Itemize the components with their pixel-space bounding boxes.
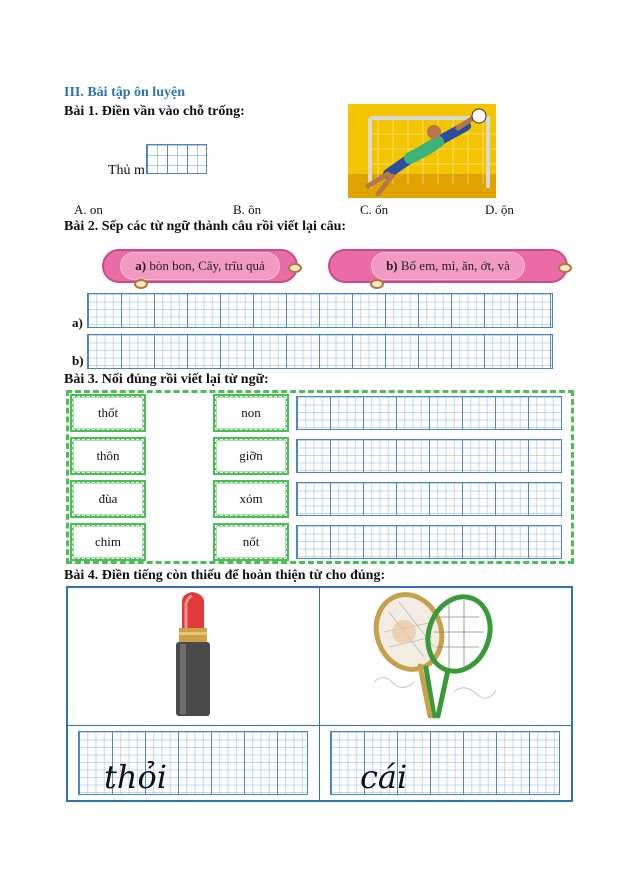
ex3-title: Bài 3. Nối đúng rồi viết lại từ ngữ: xyxy=(64,372,269,387)
row-b-label: b) xyxy=(72,353,84,368)
table-divider xyxy=(68,725,571,726)
ex1-title: Bài 1. Điền vần vào chỗ trống: xyxy=(64,104,245,119)
sentence-grid-a[interactable] xyxy=(87,293,553,328)
scroll-curl-icon xyxy=(134,279,148,289)
write-grid-2[interactable] xyxy=(296,439,562,473)
goalkeeper-diving-icon xyxy=(348,104,496,198)
left-word-4[interactable]: chim xyxy=(70,523,146,561)
ex1-option-c[interactable]: C. ốn xyxy=(360,202,389,217)
word-card-a xyxy=(102,249,298,283)
lipstick-icon xyxy=(168,592,218,718)
left-word-1[interactable]: thốt xyxy=(70,394,146,432)
ex2-title: Bài 2. Sếp các từ ngữ thành câu rồi viết lại câu: xyxy=(64,219,347,234)
write-grid-1[interactable] xyxy=(296,396,562,430)
scroll-curl-icon xyxy=(288,263,302,273)
left-word-2[interactable]: thôn xyxy=(70,437,146,475)
right-word-3[interactable]: xóm xyxy=(213,480,289,518)
right-word-4[interactable]: nốt xyxy=(213,523,289,561)
ex4-table xyxy=(66,586,573,802)
card-a-words: bòn bon, Cây, trĩu quả xyxy=(146,258,265,273)
right-word-1[interactable]: non xyxy=(213,394,289,432)
scroll-curl-icon xyxy=(558,263,572,273)
sentence-grid-b[interactable] xyxy=(87,334,553,369)
scroll-curl-icon xyxy=(370,279,384,289)
right-word-2[interactable]: giỡn xyxy=(213,437,289,475)
tennis-rackets-icon xyxy=(364,592,504,722)
ex1-option-b[interactable]: B. ôn xyxy=(233,202,262,217)
ex1-option-d[interactable]: D. ộn xyxy=(485,202,514,217)
word-card-b xyxy=(328,249,568,283)
ex4-title: Bài 4. Điền tiếng còn thiếu để hoàn thiện từ cho đúng: xyxy=(64,568,386,583)
word-left: thỏi xyxy=(104,758,167,796)
card-b-label: b) xyxy=(386,258,398,273)
word-right: cái xyxy=(360,758,408,796)
card-a-label: a) xyxy=(135,258,147,273)
ex1-word-prefix: Thủ m xyxy=(108,163,145,178)
section-title: III. Bài tập ôn luyện xyxy=(64,85,185,100)
left-word-3[interactable]: đùa xyxy=(70,480,146,518)
ex1-option-a[interactable]: A. on xyxy=(74,202,103,217)
table-divider xyxy=(319,588,320,800)
row-a-label: a) xyxy=(72,315,83,330)
write-grid-4[interactable] xyxy=(296,525,562,559)
write-grid-3[interactable] xyxy=(296,482,562,516)
card-b-words: Bố em, mì, ăn, ớt, và xyxy=(397,258,510,273)
ex1-answer-grid[interactable] xyxy=(146,144,207,174)
